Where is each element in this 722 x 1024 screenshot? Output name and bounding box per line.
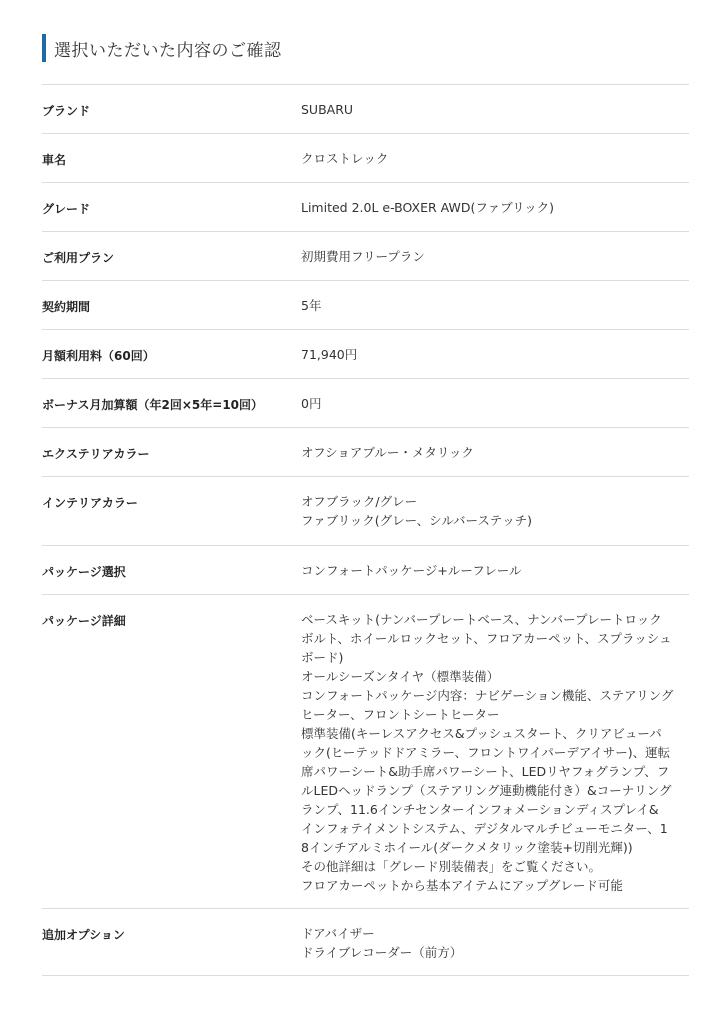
row-label: ボーナス月加算額（年2回×5年=10回） bbox=[42, 398, 264, 412]
row-value bbox=[301, 183, 689, 231]
row-label: エクステリアカラー bbox=[42, 447, 150, 461]
row-value bbox=[301, 232, 689, 280]
value-line: オフブラック/グレー bbox=[301, 494, 418, 509]
row-label: 車名 bbox=[42, 153, 67, 167]
table-row-bonus-fee bbox=[42, 379, 689, 428]
row-value bbox=[301, 134, 689, 182]
value-line: ボルト、ホイールロックセット、フロアカーペット、スプラッシュ bbox=[301, 631, 672, 646]
row-label: グレード bbox=[42, 202, 91, 216]
value-line: Limited 2.0L e-BOXER AWD(ファブリック) bbox=[301, 200, 555, 215]
value-line: ボード) bbox=[301, 650, 344, 665]
row-label: パッケージ選択 bbox=[42, 565, 126, 579]
value-line: ランプ、11.6インチセンターインフォメーションディスプレイ& bbox=[301, 802, 659, 817]
row-value bbox=[301, 379, 689, 427]
value-line: その他詳細は「グレード別装備表」をご覧ください。 bbox=[301, 859, 602, 874]
table-row-package-selection bbox=[42, 546, 689, 595]
value-line: ファブリック(グレー、シルバーステッチ) bbox=[301, 513, 532, 528]
row-label: 追加オプション bbox=[42, 928, 125, 942]
row-value bbox=[301, 477, 689, 545]
value-line: 標準装備(キーレスアクセス&プッシュスタート、クリアビューパ bbox=[301, 726, 662, 741]
value-line: SUBARU bbox=[301, 102, 354, 117]
table-row-interior-color bbox=[42, 477, 689, 546]
section-title: 選択いただいた内容のご確認 bbox=[54, 40, 282, 61]
value-line: ヒーター、フロントシートヒーター bbox=[301, 707, 500, 722]
value-line: 初期費用フリープラン bbox=[301, 249, 425, 264]
value-line: 71,940円 bbox=[301, 347, 358, 362]
value-line: オールシーズンタイヤ（標準装備） bbox=[301, 669, 500, 684]
table-row-plan bbox=[42, 232, 689, 281]
row-value bbox=[301, 281, 689, 329]
table-row-monthly-fee bbox=[42, 330, 689, 379]
row-value bbox=[301, 909, 689, 975]
table-row-brand bbox=[42, 85, 689, 134]
value-line: 0円 bbox=[301, 396, 322, 411]
table-row-exterior-color bbox=[42, 428, 689, 477]
row-label: インテリアカラー bbox=[42, 496, 138, 510]
heading-accent-bar bbox=[42, 34, 46, 62]
summary-table bbox=[42, 84, 689, 976]
section-heading bbox=[42, 34, 282, 62]
table-row-contract-period bbox=[42, 281, 689, 330]
value-line: 席パワーシート&助手席パワーシート、LEDリヤフォグランプ、フ bbox=[301, 764, 670, 779]
table-row-package-details bbox=[42, 595, 689, 909]
row-label: ご利用プラン bbox=[42, 251, 115, 265]
value-line: インフォテイメントシステム、デジタルマルチビューモニター、1 bbox=[301, 821, 668, 836]
row-value bbox=[301, 428, 689, 476]
row-value bbox=[301, 85, 689, 133]
row-value bbox=[301, 546, 689, 594]
row-label: パッケージ詳細 bbox=[42, 614, 126, 628]
value-line: ック(ヒーテッドドアミラー、フロントワイパーデアイサー)、運転 bbox=[301, 745, 671, 760]
value-line: 8インチアルミホイール(ダークメタリック塗装+切削光輝)) bbox=[301, 840, 633, 855]
row-label: 契約期間 bbox=[42, 300, 91, 314]
table-row-car-name bbox=[42, 134, 689, 183]
value-line: コンフォートパッケージ内容：ナビゲーション機能、ステアリング bbox=[301, 688, 674, 703]
row-label: ブランド bbox=[42, 104, 91, 118]
row-value bbox=[301, 595, 689, 908]
value-line: 5年 bbox=[301, 298, 322, 313]
value-line: ルLEDヘッドランプ（ステアリング連動機能付き）&コーナリング bbox=[301, 783, 672, 798]
table-row-grade bbox=[42, 183, 689, 232]
value-line: クロストレック bbox=[301, 151, 389, 166]
row-label: 月額利用料（60回） bbox=[42, 349, 155, 363]
table-row-additional-options bbox=[42, 909, 689, 976]
value-line: フロアカーペットから基本アイテムにアップグレード可能 bbox=[301, 878, 623, 893]
row-value bbox=[301, 330, 689, 378]
value-line: ドライブレコーダー（前方） bbox=[301, 945, 463, 960]
value-line: ドアバイザー bbox=[301, 926, 375, 941]
value-line: ベースキット(ナンバープレートベース、ナンバープレートロック bbox=[301, 612, 662, 627]
value-line: オフショアブルー・メタリック bbox=[301, 445, 474, 460]
value-line: コンフォートパッケージ+ルーフレール bbox=[301, 563, 522, 578]
